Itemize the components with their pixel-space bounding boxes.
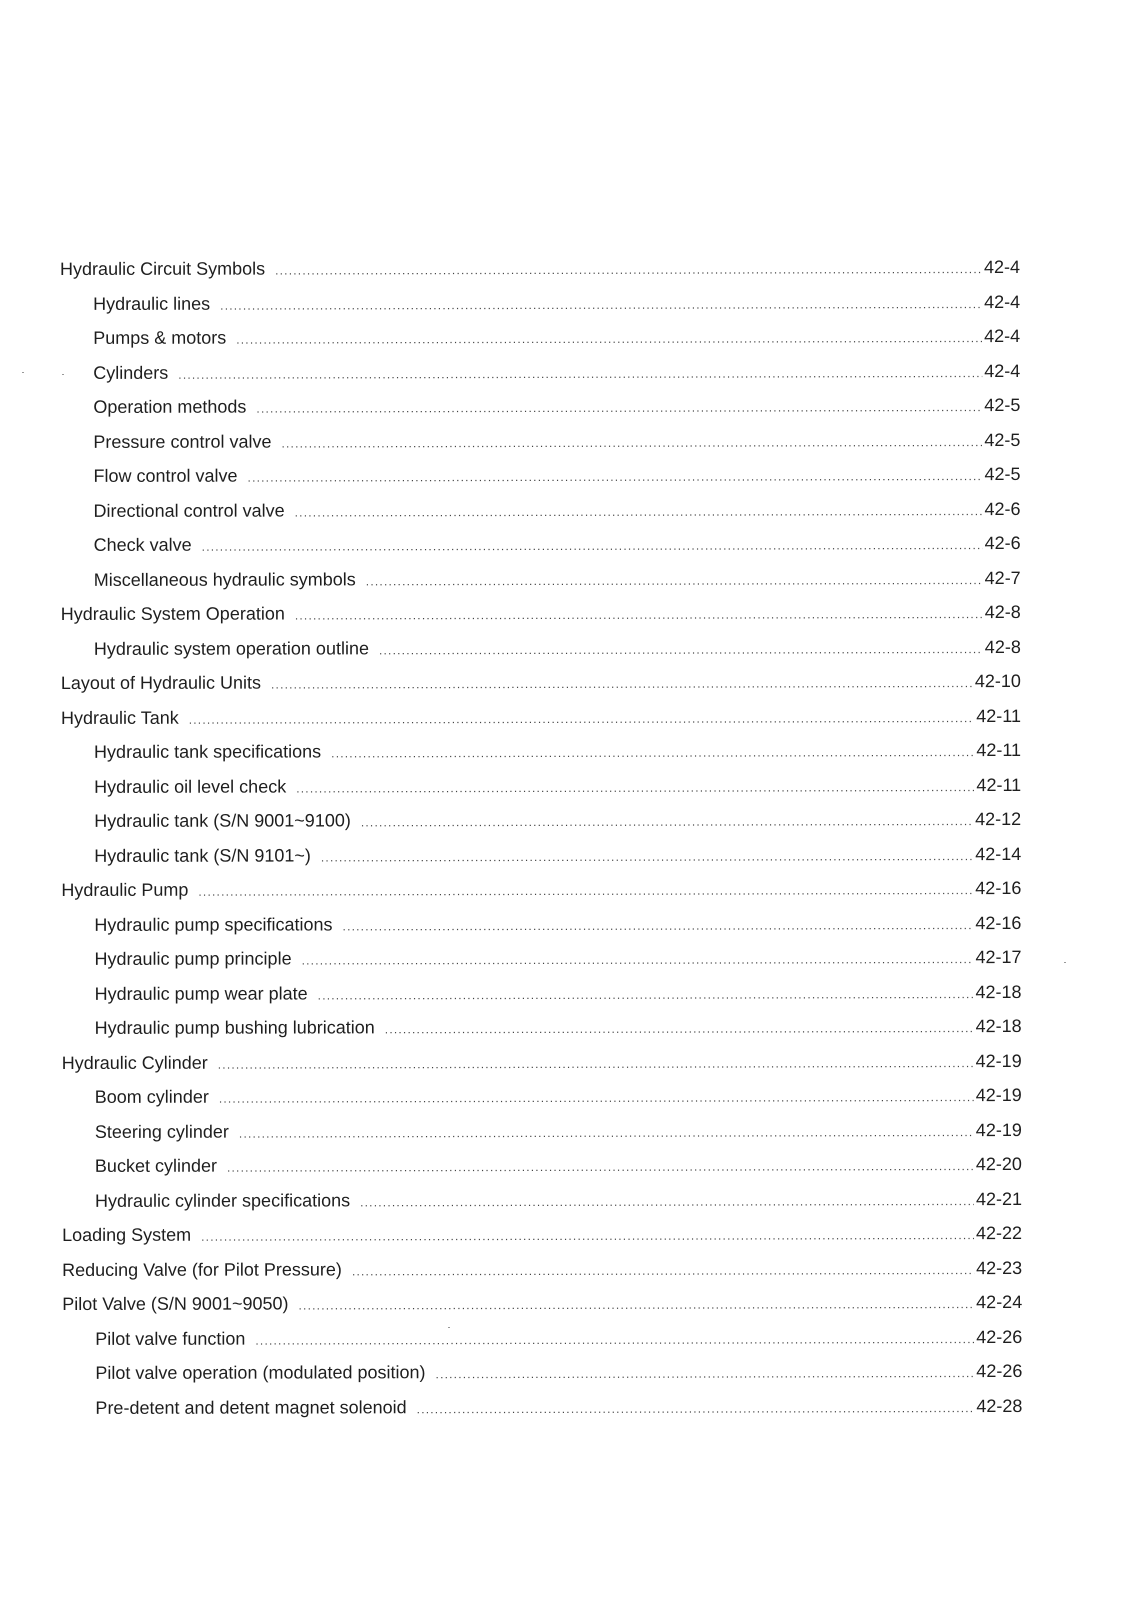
toc-entry-page-number: 42-19 (975, 1084, 1022, 1106)
toc-entry (60, 422, 1020, 459)
toc-entry-page-number: 42-26 (976, 1326, 1023, 1347)
dot-leader (295, 597, 983, 633)
dot-leader (220, 287, 982, 323)
toc-entry-title: Hydraulic pump bushing lubrication (94, 1017, 375, 1038)
dot-leader (295, 494, 983, 530)
dot-leader (189, 701, 975, 737)
toc-entry-page-number: 42-24 (976, 1291, 1023, 1313)
dot-leader (227, 1149, 974, 1185)
toc-entry (62, 1147, 1022, 1184)
scan-speck (62, 374, 64, 375)
toc-entry-title: Reducing Valve (for Pilot Pressure) (62, 1258, 342, 1280)
toc-entry (62, 1354, 1022, 1391)
toc-entry-title: Hydraulic lines (93, 293, 211, 314)
dot-leader (296, 770, 974, 806)
dot-leader (281, 425, 982, 461)
toc-entry-title: Hydraulic oil level check (94, 776, 287, 797)
toc-entry-title: Hydraulic cylinder specifications (94, 1189, 351, 1211)
toc-entry-title: Hydraulic Tank (60, 707, 179, 728)
scan-speck (448, 1327, 450, 1328)
toc-entry-title: Hydraulic Cylinder (61, 1052, 208, 1073)
toc-entry-title: Hydraulic pump wear plate (94, 982, 308, 1004)
toc-entry (62, 1181, 1022, 1218)
toc-entry-page-number: 42-18 (975, 981, 1022, 1002)
toc-entry (60, 457, 1020, 494)
dot-leader (218, 1046, 974, 1082)
toc-entry-page-number: 42-4 (984, 291, 1021, 312)
dot-leader (202, 528, 983, 564)
toc-entry-page-number: 42-7 (984, 567, 1021, 588)
toc-entry-page-number: 42-10 (974, 670, 1021, 692)
table-of-contents (60, 250, 1022, 1425)
dot-leader (198, 873, 973, 909)
toc-entry-page-number: 42-6 (984, 532, 1021, 554)
toc-entry (60, 353, 1020, 390)
toc-entry-title: Pilot valve function (95, 1328, 246, 1349)
dot-leader (298, 1287, 974, 1323)
dot-leader (201, 1218, 974, 1254)
toc-entry-page-number: 42-22 (975, 1222, 1023, 1244)
toc-entry (61, 836, 1021, 873)
toc-entry (62, 974, 1022, 1011)
dot-leader (239, 1115, 974, 1151)
toc-entry-page-number: 42-28 (976, 1395, 1023, 1416)
dot-leader (436, 1356, 975, 1392)
toc-entry-title: Boom cylinder (94, 1086, 209, 1107)
dot-leader (342, 908, 973, 944)
toc-entry (61, 905, 1021, 942)
toc-entry-page-number: 42-16 (975, 912, 1022, 933)
toc-entry-page-number: 42-20 (975, 1153, 1022, 1175)
toc-entry (61, 560, 1021, 597)
dot-leader (256, 390, 982, 426)
dot-leader (219, 1080, 974, 1116)
dot-leader (236, 321, 982, 357)
toc-entry-title: Pumps & motors (93, 327, 227, 348)
toc-entry (62, 1250, 1022, 1287)
toc-entry-title: Hydraulic pump specifications (94, 913, 333, 935)
toc-entry-page-number: 42-8 (984, 636, 1021, 657)
toc-entry (60, 319, 1020, 356)
toc-entry-page-number: 42-17 (975, 946, 1022, 968)
dot-leader (321, 839, 973, 875)
toc-entry (62, 1043, 1022, 1080)
toc-entry (61, 871, 1021, 908)
toc-entry-page-number: 42-11 (976, 774, 1022, 795)
toc-entry (61, 664, 1021, 701)
toc-entry (61, 491, 1021, 528)
toc-entry (60, 250, 1020, 287)
toc-entry (61, 629, 1021, 666)
toc-entry-page-number: 42-4 (984, 325, 1021, 347)
toc-entry-title: Bucket cylinder (94, 1155, 217, 1176)
toc-entry (61, 526, 1021, 563)
toc-entry-page-number: 42-8 (984, 601, 1021, 623)
dot-leader (331, 735, 974, 771)
toc-entry-title: Pilot Valve (S/N 9001~9050) (62, 1293, 289, 1314)
toc-entry-title: Hydraulic tank specifications (94, 741, 322, 762)
toc-entry-title: Hydraulic system operation outline (93, 637, 369, 659)
toc-entry-page-number: 42-26 (976, 1360, 1023, 1382)
toc-entry-title: Hydraulic tank (S/N 9101~) (94, 844, 311, 866)
toc-entry-page-number: 42-21 (975, 1188, 1023, 1209)
toc-entry-page-number: 42-18 (975, 1015, 1022, 1037)
toc-entry (61, 733, 1021, 770)
toc-entry-page-number: 42-5 (984, 463, 1021, 485)
toc-entry-page-number: 42-4 (984, 360, 1021, 381)
toc-entry-title: Cylinders (93, 362, 169, 383)
toc-entry (62, 1009, 1022, 1046)
toc-entry-title: Loading System (62, 1224, 192, 1245)
dot-leader (247, 459, 982, 495)
toc-entry-title: Directional control valve (93, 500, 285, 521)
toc-entry-page-number: 42-11 (976, 739, 1022, 761)
toc-entry-title: Operation methods (93, 396, 247, 417)
toc-entry-title: Pilot valve operation (modulated position) (95, 1362, 426, 1383)
toc-entry (62, 1216, 1022, 1253)
toc-entry-page-number: 42-19 (975, 1050, 1022, 1071)
dot-leader (178, 356, 982, 392)
dot-leader (275, 252, 982, 288)
toc-entry-title: Miscellaneous hydraulic symbols (93, 568, 356, 590)
toc-entry (60, 388, 1020, 425)
scan-speck (1064, 962, 1066, 963)
toc-entry-page-number: 42-4 (983, 256, 1021, 278)
toc-entry-title: Hydraulic pump principle (94, 948, 292, 969)
toc-entry-page-number: 42-5 (984, 394, 1021, 416)
toc-entry-page-number: 42-11 (976, 705, 1021, 726)
toc-entry (62, 1388, 1022, 1425)
toc-entry-title: Flow control valve (93, 465, 238, 486)
toc-entry-page-number: 42-19 (975, 1119, 1022, 1140)
dot-leader (379, 632, 983, 668)
dot-leader (360, 1184, 974, 1220)
toc-entry-page-number: 42-16 (975, 877, 1022, 899)
dot-leader (361, 804, 973, 840)
toc-entry-page-number: 42-23 (976, 1257, 1023, 1278)
toc-entry (61, 698, 1021, 735)
toc-entry (61, 802, 1021, 839)
dot-leader (302, 942, 974, 978)
toc-entry (61, 595, 1021, 632)
dot-leader (271, 666, 973, 702)
toc-entry-page-number: 42-5 (984, 429, 1021, 450)
dot-leader (352, 1253, 974, 1289)
toc-entry (62, 1285, 1022, 1322)
toc-entry-title: Pressure control valve (93, 431, 272, 452)
toc-entry (62, 1078, 1022, 1115)
toc-entry-title: Steering cylinder (94, 1121, 229, 1142)
toc-entry-page-number: 42-6 (984, 498, 1021, 519)
dot-leader (318, 977, 974, 1013)
dot-leader (417, 1391, 975, 1427)
toc-entry-page-number: 42-14 (975, 843, 1022, 864)
toc-entry (61, 940, 1021, 977)
toc-entry-title: Hydraulic System Operation (60, 603, 285, 624)
dot-leader (366, 563, 983, 599)
toc-entry-title: Layout of Hydraulic Units (60, 672, 262, 693)
toc-entry (62, 1112, 1022, 1149)
toc-entry-title: Hydraulic Circuit Symbols (60, 258, 266, 279)
toc-entry-title: Check valve (93, 534, 192, 555)
dot-leader (385, 1011, 974, 1047)
toc-entry-title: Hydraulic tank (S/N 9001~9100) (94, 810, 351, 831)
toc-entry (60, 284, 1020, 321)
toc-entry-page-number: 42-12 (975, 808, 1022, 830)
toc-entry-title: Pre-detent and detent magnet solenoid (95, 1396, 407, 1418)
toc-entry (62, 1319, 1022, 1356)
dot-leader (255, 1322, 974, 1358)
toc-entry (61, 767, 1021, 804)
scan-speck (22, 372, 24, 373)
toc-entry-title: Hydraulic Pump (61, 879, 189, 900)
